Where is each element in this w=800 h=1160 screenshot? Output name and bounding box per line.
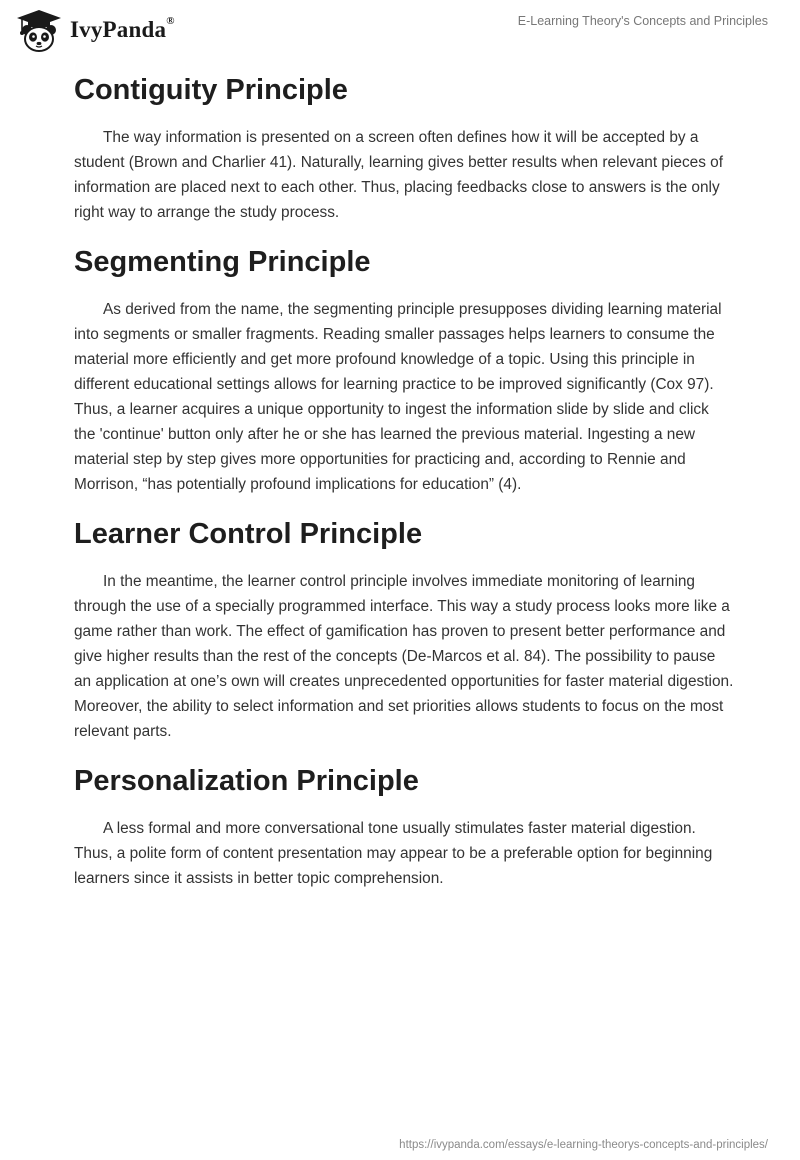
panda-graduate-icon — [14, 8, 64, 52]
section-paragraph: A less formal and more conversational tone usually stimulates faster material digestion. Thus, a polite form of content presentation may appear to be a preferable option for beginning learners since it assists in better topic comprehension. — [74, 820, 713, 887]
section-learner-control — [74, 514, 734, 744]
source-url[interactable]: https://ivypanda.com/essays/e-learning-theorys-concepts-and-principles/ — [399, 1139, 768, 1151]
section-personalization — [74, 761, 734, 891]
section-heading: Segmenting Principle — [74, 246, 371, 278]
section-heading: Personalization Principle — [74, 765, 419, 797]
page-header — [0, 0, 800, 60]
document-title: E-Learning Theory's Concepts and Principles — [517, 14, 768, 28]
section-heading: Contiguity Principle — [74, 74, 348, 106]
document-body — [74, 70, 734, 908]
section-contiguity — [74, 70, 734, 225]
ivypanda-logo[interactable] — [14, 8, 175, 52]
section-paragraph: The way information is presented on a screen often defines how it will be accepted by a student (Brown and Charlier 41). Naturally, learning gives better results when relevant pieces of information are placed next to each other. Thus, placing feedbacks close to answers is the only right way to arrange the study process. — [74, 129, 724, 221]
section-paragraph: As derived from the name, the segmenting principle presupposes dividing learning material into segments or smaller fragments. Reading smaller passages helps learners to consume the material more efficiently and get more profound knowledge of a topic. Using this principle in different educational settings allows for learning practice to be improved significantly (Cox 97). Thus, a learner acquires a unique opportunity to ingest the information slide by slide and click the 'continue' button only after he or she has learned the previous material. Ingesting a new material step by step gives more opportunities for practicing and, according to Rennie and Morrison, “has potentially profound implications for education” (4). — [74, 301, 722, 493]
brand-name: IvyPanda® — [70, 15, 175, 42]
section-paragraph: In the meantime, the learner control principle involves immediate monitoring of learning through the use of a specially programmed interface. This way a study process looks more like a game rather than work. The effect of gamification has proven to present better performance and give higher results than the rest of the concepts (De-Marcos et al. 84). The possibility to pause an application at one’s own will creates unprecedented opportunities for faster material digestion. Moreover, the ability to select information and set priorities allows students to focus on the most relevant parts. — [74, 573, 734, 740]
section-segmenting — [74, 242, 734, 497]
section-heading: Learner Control Principle — [74, 518, 423, 550]
